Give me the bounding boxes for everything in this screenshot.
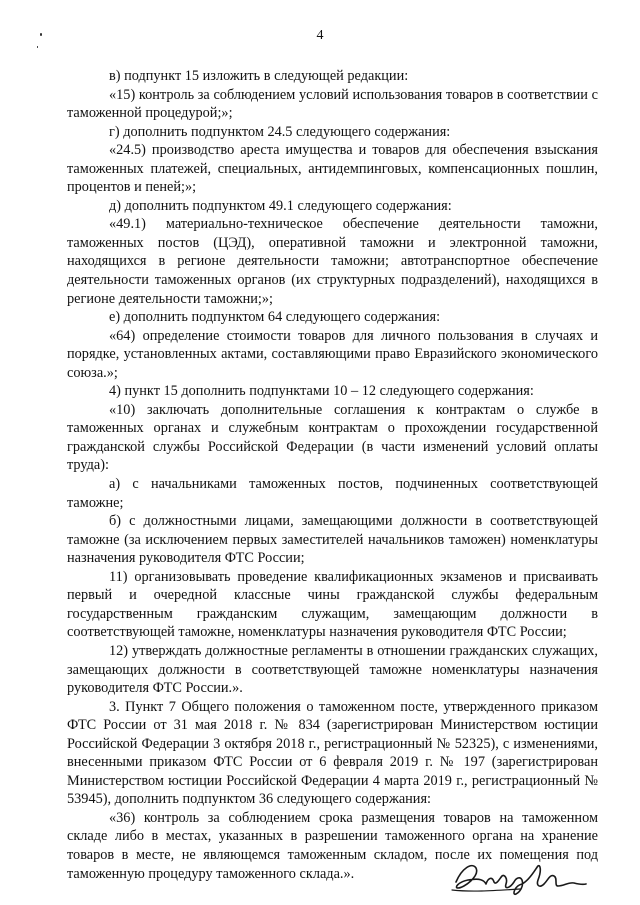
paragraph-d-intro: д) дополнить подпунктом 49.1 следующего содержания: <box>109 197 452 214</box>
signature-stroke <box>456 866 586 895</box>
paragraph-item-24-5: «24.5) производство ареста имущества и товаров для обеспечения взыскания таможенных платежей, специальных, антидемпинговых, компенсационных пошлин, процентов и пеней;»; <box>67 142 598 196</box>
paragraph-g-intro: г) дополнить подпунктом 24.5 следующего содержания: <box>109 123 451 140</box>
scan-speck <box>37 46 38 48</box>
paragraph-item-11: 11) организовывать проведение квалификационных экзаменов и присваивать первый и очередной классные чины гражданской службы федеральным государственным гражданским служащим, замещающим должности в соответствующей таможне, номенклатуры назначения руководителя ФТС России; <box>67 568 598 641</box>
paragraph-e-intro: е) дополнить подпунктом 64 следующего содержания: <box>109 309 441 326</box>
paragraph-item-64: «64) определение стоимости товаров для личного пользования в случаях и порядке, установленных актами, составляющими право Евразийского экономического союза.»; <box>67 327 598 381</box>
document-body <box>67 67 598 883</box>
paragraph-item-15: «15) контроль за соблюдением условий использования товаров в соответствии с таможенной процедурой;»; <box>67 86 598 122</box>
paragraph-section-3: 3. Пункт 7 Общего положения о таможенном посте, утвержденного приказом ФТС России от 31 мая 2018 г. № 834 (зарегистрирован Министерством юстиции Российской Федерации 3 октября 2018 г., регистрационный № 52325), с изменениями, внесенными приказом ФТС России от 6 февраля 2019 г. № 197 (зарегистрирован Министерством юстиции Российской Федерации 4 марта 2019 г., регистрационный № 53945), дополнить подпунктом 36 следующего содержания: <box>67 698 598 808</box>
paragraph-item-10: «10) заключать дополнительные соглашения к контрактам о службе в таможенных органах и служебным контрактам о прохождении государственной гражданской службы Российской Федерации (в части изменений условий оплаты труда): <box>67 401 598 474</box>
paragraph-item-12: 12) утверждать должностные регламенты в отношении гражданских служащих, замещающих должности в соответствующей таможне номенклатуры назначения руководителя ФТС России.». <box>67 642 598 697</box>
paragraph-4-intro: 4) пункт 15 дополнить подпунктами 10 – 12 следующего содержания: <box>109 383 534 400</box>
signature-stroke <box>452 889 520 891</box>
paragraph-item-49-1: «49.1) материально-техническое обеспечение деятельности таможни, таможенных постов (ЦЭД), оперативной таможни и электронной таможни, находящихся в регионе деятельности таможни; автотранспортное обеспечение деятельности таможенных органов (их структурных подразделений), находящихся в регионе деятельности таможни;»; <box>67 216 598 307</box>
page-number: 4 <box>316 28 324 43</box>
paragraph-item-36: «36) контроль за соблюдением срока размещения товаров на таможенном складе либо в местах, указанных в разрешении таможенного органа на хранение товаров в месте, не являющемся таможенным складом, после их помещения под таможенную процедуру таможенного склада.». <box>67 809 598 882</box>
scan-speck <box>40 33 42 36</box>
paragraph-item-10-a: а) с начальниками таможенных постов, подчиненных соответствующей таможне; <box>67 476 598 511</box>
paragraph-item-10-b: б) с должностными лицами, замещающими должности в соответствующей таможне (за исключением первых заместителей начальников таможен) номенклатуры назначения руководителя ФТС России; <box>67 513 598 567</box>
signature-icon <box>450 858 590 898</box>
paragraph-v-intro: в) подпункт 15 изложить в следующей редакции: <box>109 68 409 84</box>
